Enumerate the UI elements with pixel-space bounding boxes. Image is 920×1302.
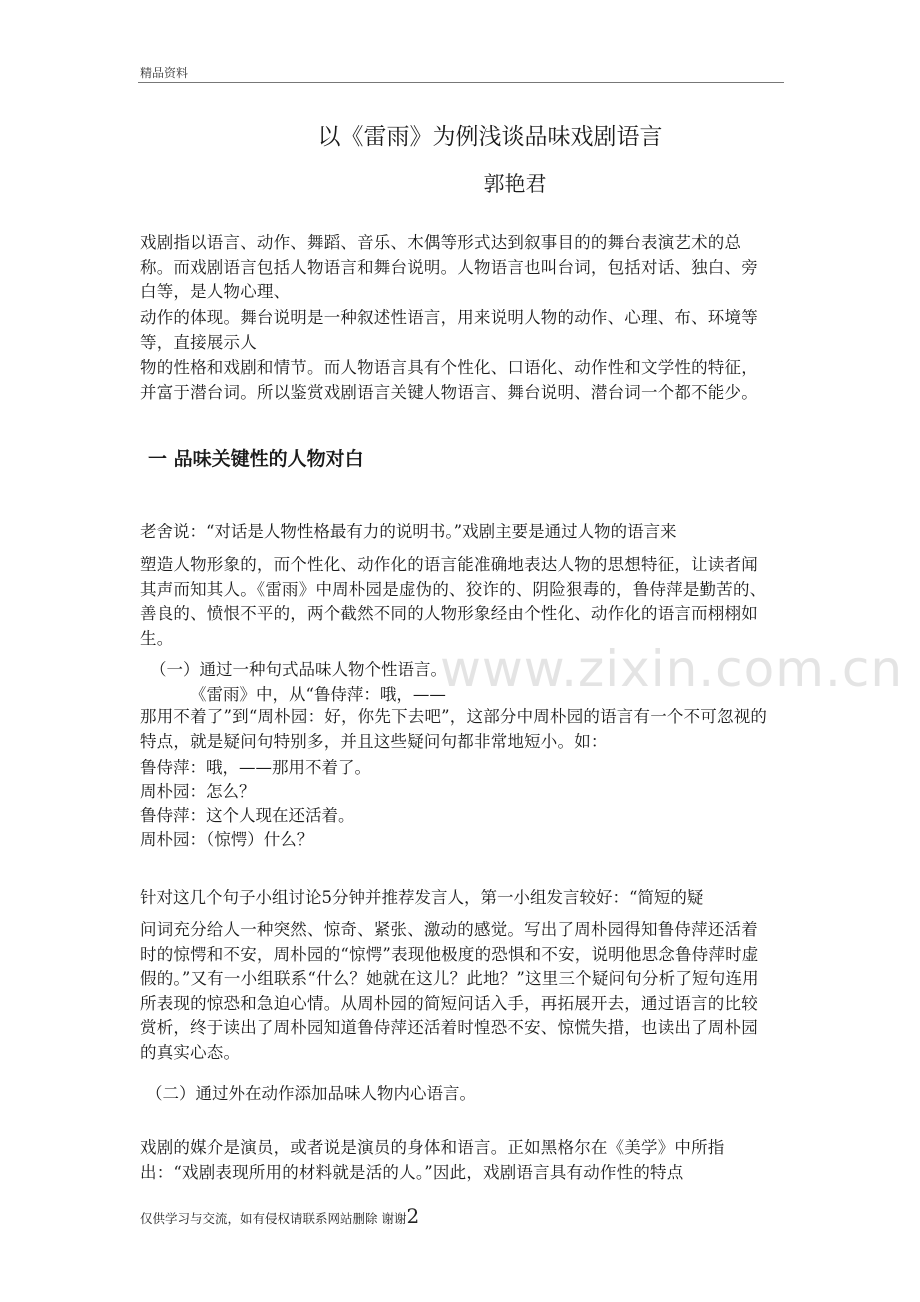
intro-paragraph-2: 动作的体现。舞台说明是一种叙述性语言，用来说明人物的动作、心理、布、环境等等，直接展示人 (140, 308, 758, 352)
intro-paragraph: 戏剧指以语言、动作、舞蹈、音乐、木偶等形式达到叙事目的的舞台表演艺术的总称。而戏剧语言包括人物语言和舞台说明。人物语言也叫台词，包括对话、独白、旁白等，是人物心理、 (140, 233, 758, 302)
discussion-paragraph: 问词充分给人一种突然、惊奇、紧张、激动的感觉。写出了周朴园得知鲁侍萍还活着时的惊愕和不安，周朴园的“惊愕”表现他极度的恐惧和不安，说明他思念鲁侍萍时虚假的。”又有一小组联系“什么？她就在这儿？此地？”这里三个疑问句分析了短句连用所表现的惊恐和急迫心情。从周朴园的简短问话入手，再拓展开去，通过语言的比较赏析，终于读出了周朴园知道鲁侍萍还活着时惶恐不安、惊慌失措，也读出了周朴园的真实心态。 (140, 920, 759, 1062)
laoshe-paragraph: 塑造人物形象的，而个性化、动作化的语言能准确地表达人物的思想特征，让读者闻其声而知其人。《雷雨》中周朴园是虚伪的、狡诈的、阴险狠毒的，鲁侍萍是勤苦的、善良的、愤恨不平的，两个截然不同的人物形象经由个性化、动作化的语言而栩栩如生。 (140, 555, 767, 648)
subheading-1-quote: 《雷雨》中，从“鲁侍萍：哦，—— (190, 685, 446, 704)
watermark: www.zixin.com.cn (440, 640, 904, 698)
dialogue-line: 鲁侍萍：哦，——那用不着了。 (140, 758, 371, 777)
subheading-1: （一）通过一种句式品味人物个性语言。 (150, 660, 447, 679)
final-paragraph: 戏剧的媒介是演员，或者说是演员的身体和语言。正如黑格尔在《美学》中所指出：“戏剧表现所用的材料就是活的人。”因此，戏剧语言具有动作性的特点 (140, 1138, 725, 1182)
page-number: 2 (406, 1204, 420, 1228)
discussion-line: 针对这几个句子小组讨论5分钟并推荐发言人，第一小组发言较好：“简短的疑 (140, 888, 704, 907)
laoshe-quote-line: 老舍说：“对话是人物性格最有力的说明书。”戏剧主要是通过人物的语言来 (140, 522, 677, 541)
subheading-2: （二）通过外在动作添加品味人物内心语言。 (146, 1084, 476, 1103)
dialogue-line: 鲁侍萍：这个人现在还活着。 (140, 806, 355, 825)
document-title: 以《雷雨》为例浅谈品味戏剧语言 (317, 124, 663, 150)
page-footer (140, 1204, 419, 1228)
dialogue-line: 周朴园：（惊愕）什么？ (140, 830, 314, 849)
section-heading: 一 品味关键性的人物对白 (148, 448, 364, 470)
header-label: 精品资料 (140, 66, 189, 80)
subheading-1-paragraph: 那用不着了”到“周朴园：好，你先下去吧”，这部分中周朴园的语言有一个不可忽视的特点，就是疑问句特别多，并且这些疑问句都非常地短小。如： (140, 707, 768, 751)
dialogue-line: 周朴园：怎么？ (140, 782, 256, 801)
header-divider (138, 82, 784, 83)
intro-paragraph-3: 物的性格和戏剧和情节。而人物语言具有个性化、口语化、动作性和文学性的特征，并富于潜台词。所以鉴赏戏剧语言关键人物语言、舞台说明、潜台词一个都不能少。 (140, 358, 758, 402)
footer-text: 仅供学习与交流，如有侵权请联系网站删除 谢谢 (140, 1211, 407, 1226)
document-author: 郭艳君 (483, 172, 547, 196)
